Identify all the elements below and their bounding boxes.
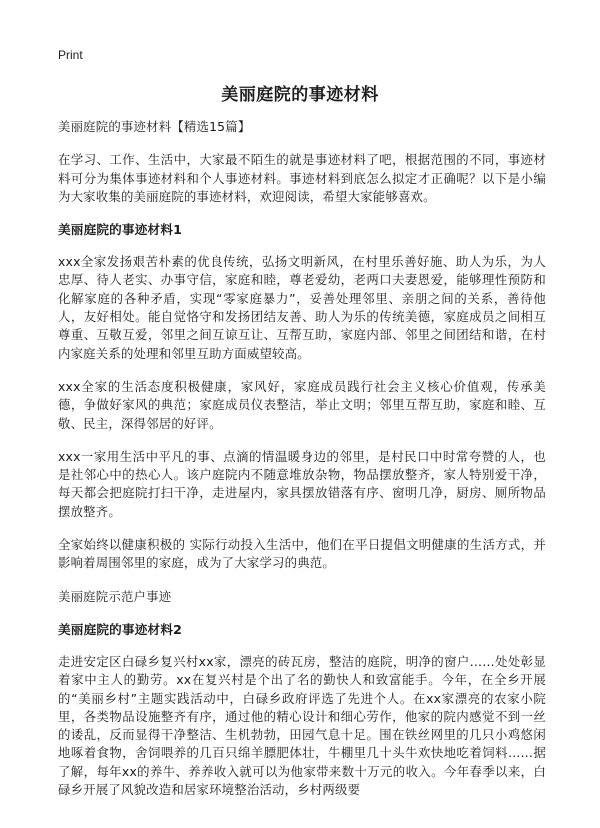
section-1-paragraph-4: 全家始终以健康积极的 实际行动投入生活中，他们在平日提倡文明健康的生活方式，并影响着周围邻里的家庭，成为了大家学习的典范。 — [58, 537, 546, 571]
section-1-paragraph-1: xxx全家发扬艰苦朴素的优良传统，弘扬文明新风，在村里乐善好施、助人为乐，为人忠厚、待人老实、办事守信，家庭和睦，尊老爱幼，老两口夫妻恩爱，能够理性预防和化解家庭的各种矛盾，实现“零家庭暴力”，妥善处理邻里、亲朋之间的关系，善待他人，友好相处。能自觉恪守和发扬团结友善、助人为乐的传统美德，家庭成员之间相互尊重、互敬互爱，邻里之间互谅互让、互帮互助，家庭内部、邻里之间团结和谐，在村内家庭关系的处理和邻里互助方面威望较高。 — [58, 254, 546, 361]
section-1-paragraph-2: xxx全家的生活态度积极健康，家风好，家庭成员践行社会主义核心价值观，传承美德，争做好家风的典范；家庭成员仪表整洁，举止文明；邻里互帮互助，家庭和睦、互敬、民主，深得邻居的好评。 — [58, 378, 546, 431]
section-2-heading: 美丽庭院的事迹材料2 — [58, 621, 183, 637]
section-2-paragraph-1: 走进安定区白碌乡复兴村xx家，漂亮的砖瓦房，整洁的庭院，明净的窗户……处处彰显着家中主人的勤劳。xx在复兴村是个出了名的勤快人和致富能手。今年，在全乡开展的“美丽乡村”主题实践活动中，白碌乡政府评选了先进个人。在xx家漂亮的农家小院里，各类物品设施整齐有序，通过他的精心设计和细心劳作，他家的院内感觉不到一丝的诿乱，反而显得干净整洁、生机勃勃，田园气息十足。围在铁丝网里的几只小鸡悠闲地啄着食物，舍饲喂养的几百只绵羊膘肥体壮，牛棚里几十头牛欢快地吃着饲料……据了解，每年xx的养牛、养养收入就可以为他家带来数十万元的收入。今年春季以来，白碌乡开展了风貌改造和居家环境整治活动，乡村两级要 — [58, 653, 546, 798]
page-title: 美丽庭院的事迹材料 — [221, 85, 379, 105]
section-1-heading: 美丽庭院的事迹材料1 — [58, 222, 183, 238]
intro-paragraph: 在学习、工作、生活中，大家最不陌生的就是事迹材料了吧，根据范围的不同，事迹材料可分为集体事迹材料和个人事迹材料。事迹材料到底怎么拟定才正确呢？以下是小编为大家收集的美丽庭院的事迹材料，欢迎阅读，希望大家能够喜欢。 — [58, 152, 546, 204]
subtitle: 美丽庭院的事迹材料【精选15篇】 — [58, 119, 251, 134]
section-1-closing: 美丽庭院示范户事迹 — [58, 588, 172, 604]
article-body — [58, 118, 546, 814]
section-1-paragraph-3: xxx一家用生活中平凡的事、点滴的情温暖身边的邻里，是村民口中时常夸赞的人，也是社邻心中的热心人。该户庭院内不随意堆放杂物，物品摆放整齐，家人特别爱干净，每天都会把庭院打扫干净，走进屋内，家具摆放错落有序、窗明几净，厨房、厕所物品摆放整齐。 — [58, 448, 546, 519]
print-link[interactable]: Print — [58, 48, 83, 62]
